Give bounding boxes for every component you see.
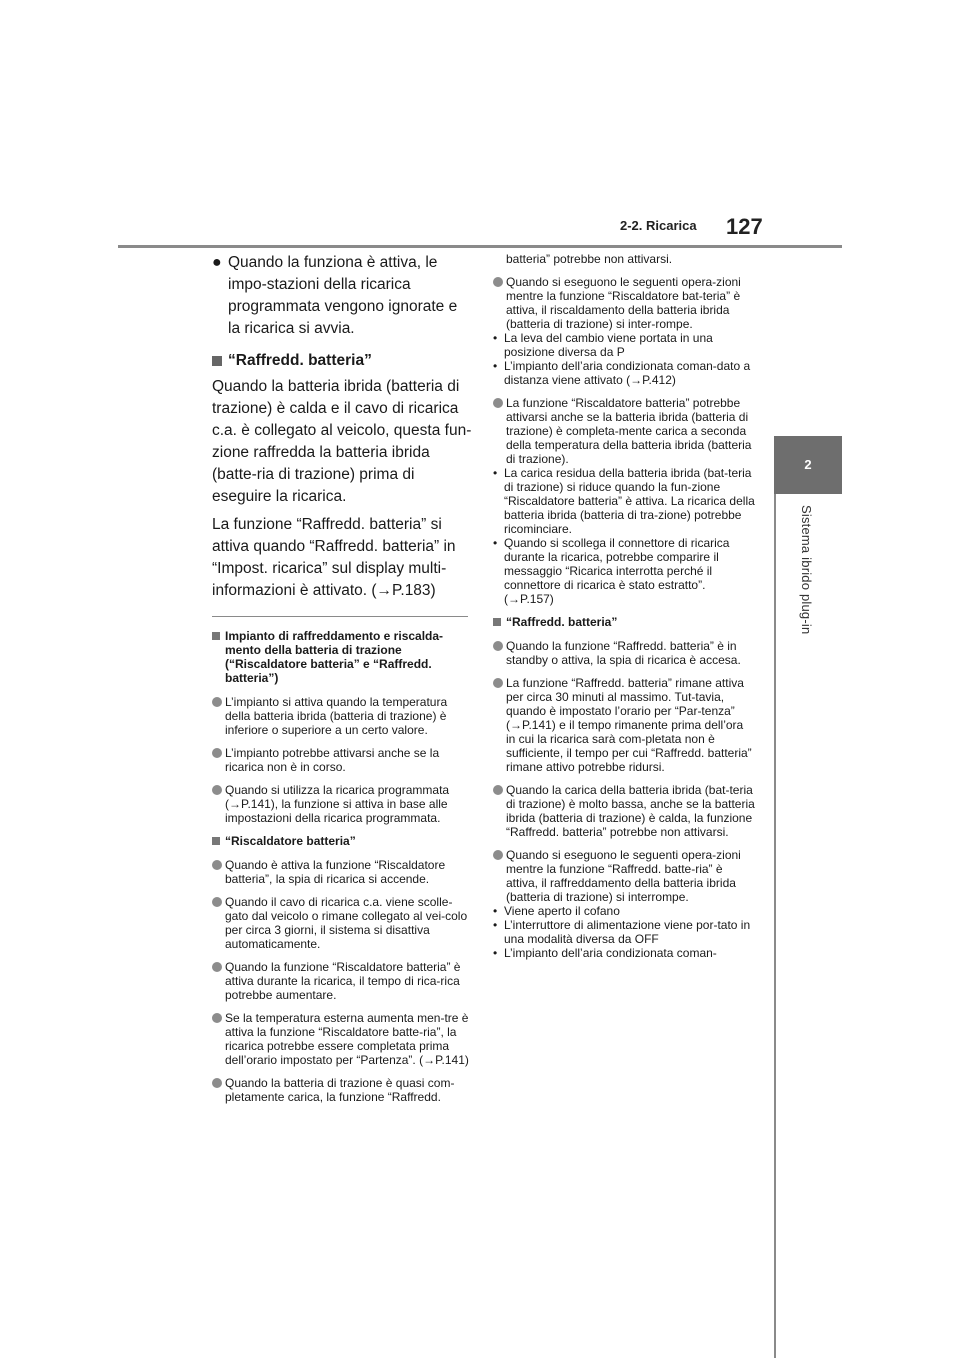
left-column — [212, 252, 472, 1113]
note-item — [493, 275, 755, 331]
note-item — [493, 848, 755, 904]
sub-item-text: L’interruttore di alimentazione viene por-tato in una modalità diversa da OFF — [504, 918, 751, 946]
sub-item-text: L’impianto dell’aria condizionata coman-dato a distanza viene attivato (→P.412) — [504, 359, 751, 387]
circle-bullet-icon — [212, 962, 222, 972]
section-title: 2-2. Ricarica — [620, 218, 697, 233]
dot-bullet-icon: • — [493, 918, 498, 932]
note-item — [212, 1011, 472, 1067]
note-text: La funzione “Raffredd. batteria” rimane attiva per circa 30 minuti al massimo. Tut-tavia, quando è impostato l’orario per “Par-tenza” (→P.141) e il tempo rimanente prima dell’ora in cui la ricarica sarà com-pletata non è sufficiente, il tempo per cui “Raffredd. batteria” rimane attivo potrebbe ridursi. — [506, 676, 752, 774]
note-item — [212, 895, 472, 951]
note-item — [493, 783, 755, 839]
sub-item-text: Viene aperto il cofano — [504, 904, 620, 918]
square-bullet-icon — [212, 632, 220, 640]
square-bullet-icon — [212, 356, 222, 366]
circle-bullet-icon — [212, 785, 222, 795]
circle-bullet-icon — [212, 1013, 222, 1023]
note-item — [212, 783, 472, 825]
circle-bullet-icon — [493, 398, 503, 408]
impianto-heading-text: Impianto di raffreddamento e riscalda-mento della batteria di trazione (“Riscaldatore batteria” e “Raffredd. batteria”) — [225, 629, 444, 685]
sub-list — [493, 466, 755, 606]
lead-bullet — [212, 252, 472, 340]
sub-list-item — [493, 359, 755, 387]
circle-bullet-icon — [493, 678, 503, 688]
circle-bullet-icon — [493, 850, 503, 860]
circle-bullet-icon — [212, 748, 222, 758]
raffredd-small-heading-text: “Raffredd. batteria” — [506, 615, 618, 629]
riscaldatore-heading — [212, 834, 472, 848]
note-item — [493, 639, 755, 667]
note-item — [493, 676, 755, 774]
note-item — [493, 396, 755, 466]
note-item — [212, 695, 472, 737]
note-block-b — [493, 396, 755, 606]
header-rule — [118, 245, 842, 248]
dot-bullet-icon: • — [493, 466, 498, 480]
dot-bullet-icon: • — [493, 331, 498, 345]
note-item — [212, 960, 472, 1002]
chapter-tab — [774, 436, 842, 494]
side-rule — [774, 494, 776, 1358]
note-item — [212, 746, 472, 774]
sub-list-item — [493, 536, 755, 606]
note-text: Quando la funzione “Riscaldatore batteria” è attiva durante la ricarica, il tempo di rica-rica potrebbe aumentare. — [225, 960, 461, 1002]
dot-bullet-icon: • — [493, 536, 498, 550]
sub-list — [493, 904, 755, 960]
raffredd-heading — [212, 350, 472, 372]
chapter-number: 2 — [804, 457, 812, 472]
note-text: Quando la batteria di trazione è quasi com-pletamente carica, la funzione “Raffredd. — [225, 1076, 455, 1104]
continuation-text: batteria” potrebbe non attivarsi. — [506, 252, 673, 266]
sub-item-text: Quando si scollega il connettore di ricarica durante la ricarica, potrebbe comparire il messaggio “Ricarica interrotta perché il connettore di ricarica è stato estratto”. (→P.157) — [504, 536, 730, 606]
circle-bullet-icon — [212, 897, 222, 907]
right-column — [493, 252, 755, 969]
note-text: Quando la carica della batteria ibrida (bat-teria di trazione) è molto bassa, anche se la batteria ibrida (batteria di trazione) è calda, la funzione “Raffredd. batteria” potrebbe non attivarsi. — [506, 783, 755, 839]
lead-bullet-text: Quando la funziona è attiva, le impo-stazioni della ricarica programmata vengono ignorate e la ricarica si avvia. — [228, 254, 458, 337]
raffredd-paragraph-1: Quando la batteria ibrida (batteria di trazione) è calda e il cavo di ricarica c.a. è collegato al veicolo, questa fun-zione raffredda la batteria ibrida (batte-ria di trazione) prima di eseguire la ricarica. — [212, 378, 472, 505]
sub-list — [493, 331, 755, 387]
sub-list-item — [493, 466, 755, 536]
circle-bullet-icon — [493, 277, 503, 287]
page-number: 127 — [726, 214, 763, 239]
note-text: Quando si eseguono le seguenti opera-zioni mentre la funzione “Riscaldatore bat-teria” è attiva, il riscaldamento della batteria ibrida (batteria di trazione) si inter-rompe. — [506, 275, 741, 331]
circle-bullet-icon — [212, 860, 222, 870]
note-block-c — [493, 848, 755, 960]
note-text: L’impianto si attiva quando la temperatura della batteria ibrida (batteria di trazione) è inferiore o superiore a un certo valore. — [225, 695, 448, 737]
sub-list-item — [493, 331, 755, 359]
raffredd-paragraph-2: La funzione “Raffredd. batteria” si attiva quando “Raffredd. batteria” in “Impost. ricarica” sul display multi-informazioni è attivato. (→P.183) — [212, 516, 456, 599]
riscaldatore-heading-text: “Riscaldatore batteria” — [225, 834, 356, 848]
section-divider — [212, 616, 468, 617]
note-text: Quando la funzione “Raffredd. batteria” è in standby o attiva, la spia di ricarica è accesa. — [506, 639, 741, 667]
note-item — [212, 858, 472, 886]
circle-bullet-icon — [493, 785, 503, 795]
bullet-dot-icon: ● — [212, 254, 222, 271]
sub-list-item — [493, 918, 755, 946]
circle-bullet-icon — [212, 1078, 222, 1088]
note-text: Se la temperatura esterna aumenta men-tre è attiva la funzione “Riscaldatore batte-ria”, la ricarica potrebbe essere completata prima dell’orario impostato per “Partenza”. (→P.141) — [225, 1011, 469, 1067]
sub-item-text: L’impianto dell’aria condizionata coman- — [504, 946, 717, 960]
note-item — [212, 1076, 472, 1104]
dot-bullet-icon: • — [493, 946, 498, 960]
note-text: Quando si eseguono le seguenti opera-zioni mentre la funzione “Raffredd. batte-ria” è attiva, il raffreddamento della batteria ibrida (batteria di trazione) si interrompe. — [506, 848, 741, 904]
note-text: L’impianto potrebbe attivarsi anche se la ricarica non è in corso. — [225, 746, 440, 774]
sub-item-text: La leva del cambio viene portata in una posizione diversa da P — [504, 331, 713, 359]
square-bullet-icon — [493, 618, 501, 626]
note-block-a — [493, 275, 755, 387]
sub-list-item — [493, 946, 755, 960]
circle-bullet-icon — [212, 697, 222, 707]
note-text: Quando è attiva la funzione “Riscaldatore batteria”, la spia di ricarica si accende. — [225, 858, 446, 886]
circle-bullet-icon — [493, 641, 503, 651]
dot-bullet-icon: • — [493, 359, 498, 373]
sub-list-item — [493, 904, 755, 918]
note-text: Quando si utilizza la ricarica programmata (→P.141), la funzione si attiva in base alle impostazioni della ricarica programmata. — [225, 783, 450, 825]
chapter-label: Sistema ibrido plug-in — [799, 505, 814, 635]
sub-item-text: La carica residua della batteria ibrida (bat-teria di trazione) si riduce quando la fun-zione “Riscaldatore batteria” è attiva. La ricarica della batteria ibrida (batteria di tra-zione) potrebbe ricominciare. — [504, 466, 755, 536]
note-text: Quando il cavo di ricarica c.a. viene scolle-gato dal veicolo o rimane collegato al vei-colo per circa 3 giorni, il sistema si disattiva automaticamente. — [225, 895, 468, 951]
dot-bullet-icon: • — [493, 904, 498, 918]
note-text: La funzione “Riscaldatore batteria” potrebbe attivarsi anche se la batteria ibrida (batteria di trazione) è completa-mente carica a seconda della temperatura della batteria ibrida (batteria di trazione). — [506, 396, 752, 466]
square-bullet-icon — [212, 837, 220, 845]
raffredd-small-heading — [493, 615, 755, 629]
raffredd-heading-text: “Raffredd. batteria” — [228, 352, 372, 369]
impianto-heading — [212, 629, 472, 685]
